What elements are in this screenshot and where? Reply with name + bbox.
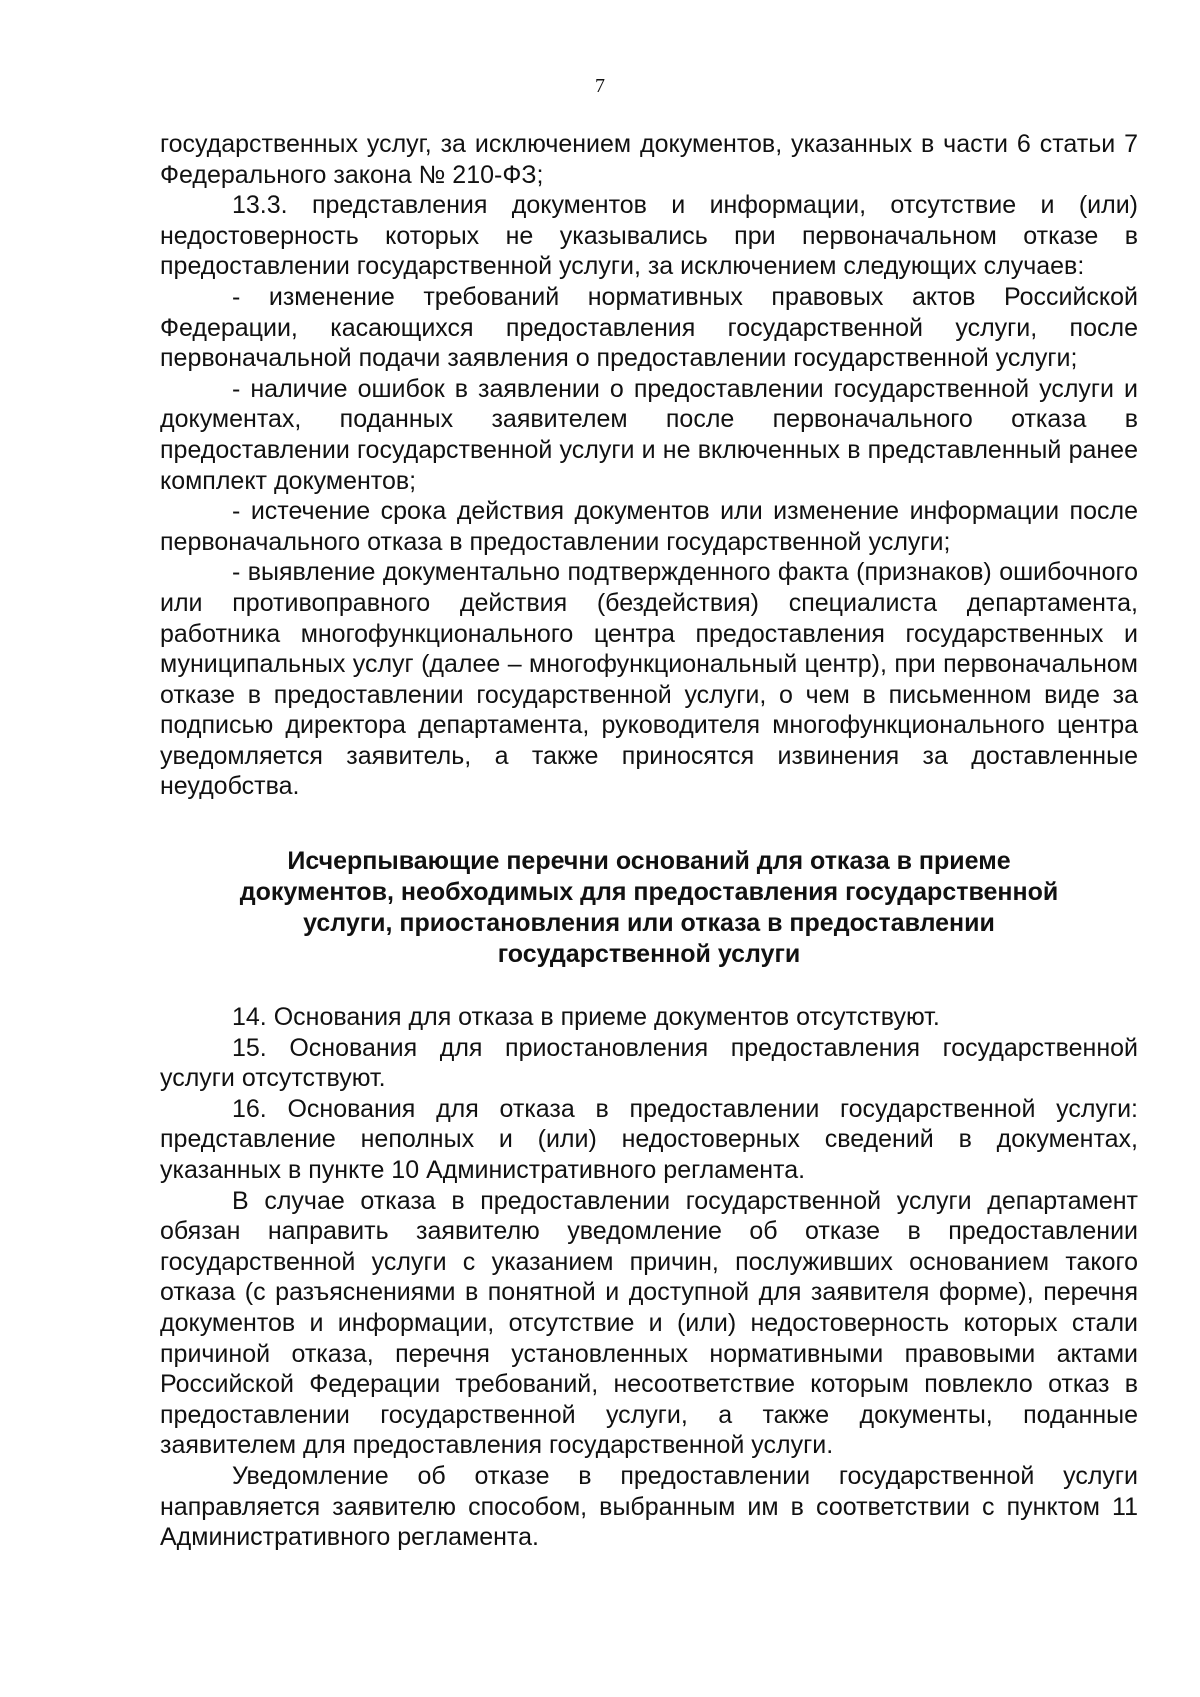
heading-line: услуги, приостановления или отказа в предоставлении: [303, 909, 995, 938]
list-item-errors: - наличие ошибок в заявлении о предоставлении государственной услуги и документах, поданных заявителем после первоначального отказа в предоставлении государственной услуги и не включенных в представленный ранее комплект документов;: [160, 374, 1138, 495]
paragraph-16: 16. Основания для отказа в предоставлении государственной услуги: представление неполных и (или) недостоверных сведений в документах, указанных в пункте 10 Административного регламента.: [160, 1094, 1138, 1185]
list-item-requirements-change: - изменение требований нормативных правовых актов Российской Федерации, касающихся предоставления государственной услуги, после первоначальной подачи заявления о предоставлении государственной услуги;: [160, 282, 1138, 373]
heading-line: Исчерпывающие перечни оснований для отказа в приеме: [287, 847, 1011, 876]
paragraph-15: 15. Основания для приостановления предоставления государственной услуги отсутствуют.: [160, 1033, 1138, 1093]
page-number: 7: [595, 75, 605, 97]
heading-line: государственной услуги: [497, 940, 801, 969]
paragraph-14: 14. Основания для отказа в приеме документов отсутствуют.: [232, 1003, 940, 1032]
list-item-expiration: - истечение срока действия документов или изменение информации после первоначального отказа в предоставлении государственной услуги;: [160, 497, 1138, 556]
list-item-detection: - выявление документально подтвержденного факта (признаков) ошибочного или противоправного действия (бездействия) специалиста департамента, работника многофункционального центра предоставления государственных и муниципальных услуг (далее – многофункциональный центр), при первоначальном отказе в предоставлении государственной услуги, о чем в письменном виде за подписью директора департамента, руководителя многофункционального центра уведомляется заявитель, а также приносятся извинения за доставленные неудобства.: [160, 558, 1138, 801]
heading-line: документов, необходимых для предоставления государственной: [239, 878, 1059, 907]
document-body: [160, 129, 1138, 1553]
paragraph-continuation: государственных услуг, за исключением документов, указанных в части 6 статьи 7 Федерального закона № 210-ФЗ;: [160, 130, 1138, 189]
paragraph-13-3: 13.3. представления документов и информации, отсутствие и (или) недостоверность которых не указывались при первоначальном отказе в предоставлении государственной услуги, за исключением следующих случаев:: [160, 191, 1138, 281]
paragraph-refusal-notice: В случае отказа в предоставлении государственной услуги департамент обязан направить заявителю уведомление об отказе в предоставлении государственной услуги с указанием причин, послуживших основанием такого отказа (с разъяснениями в понятной и доступной для заявителя форме), перечня документов и информации, отсутствие и (или) недостоверность которых стали причиной отказа, перечня установленных нормативными правовыми актами Российской Федерации требований, несоответствие которым повлекло отказ в предоставлении государственной услуги, а также документы, поданные заявителем для предоставления государственной услуги.: [160, 1186, 1138, 1460]
section-heading: [160, 846, 1138, 970]
paragraph-notification-method: Уведомление об отказе в предоставлении государственной услуги направляется заявителю способом, выбранным им в соответствии с пунктом 11 Административного регламента.: [160, 1461, 1138, 1552]
